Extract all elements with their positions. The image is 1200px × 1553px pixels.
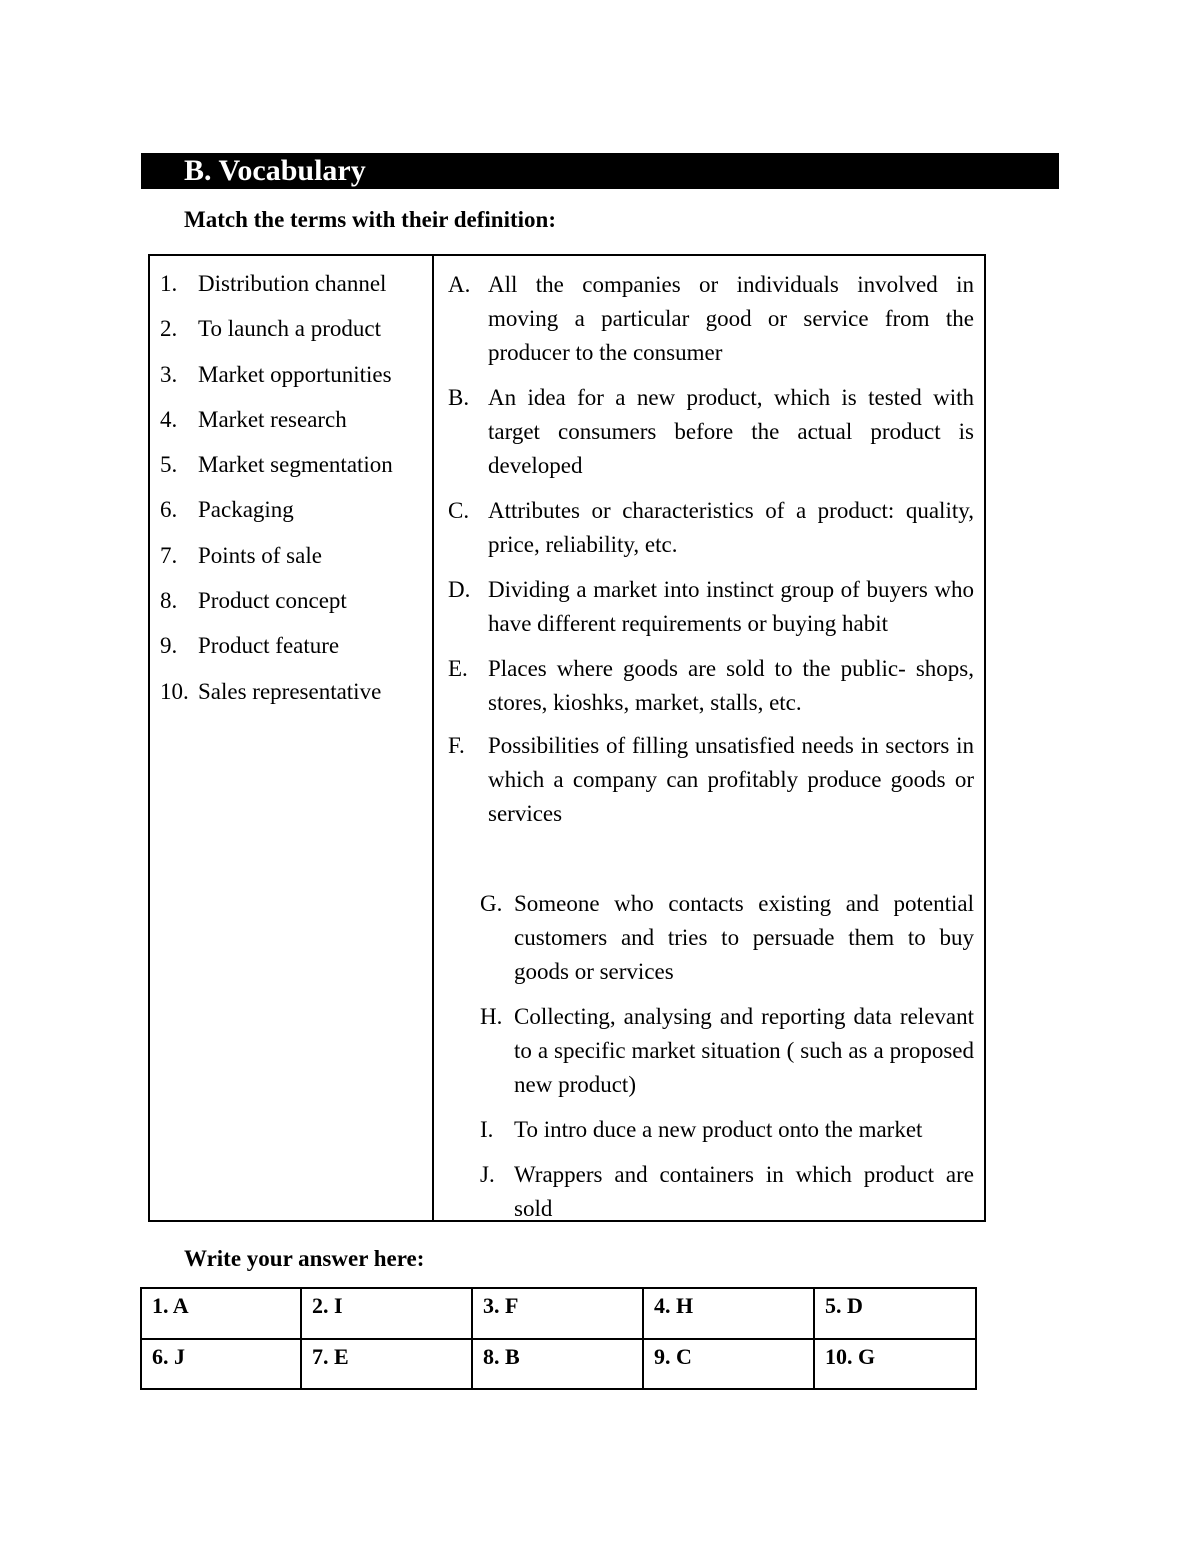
definition-text: Wrappers and containers in which product are sold — [514, 1162, 974, 1221]
term-item — [160, 406, 432, 451]
term-number: 2. — [160, 316, 178, 342]
definition-item — [480, 887, 974, 989]
term-number: 9. — [160, 633, 178, 659]
answer-cell: 9. C — [643, 1339, 814, 1390]
answer-cell: 4. H — [643, 1288, 814, 1339]
answer-cell: 8. B — [472, 1339, 643, 1390]
table-row — [141, 1288, 976, 1339]
term-text: Sales representative — [198, 678, 382, 704]
definition-item — [480, 1000, 974, 1102]
term-number: 8. — [160, 588, 178, 614]
definition-letter: E. — [448, 656, 468, 681]
definition-letter: J. — [480, 1162, 495, 1187]
definitions-column — [434, 256, 984, 1220]
definition-text: An idea for a new product, which is tested with target consumers before the actual product is developed — [488, 385, 974, 478]
definition-item — [448, 729, 974, 831]
answer-cell: 2. I — [301, 1288, 472, 1339]
definition-text: To intro duce a new product onto the market — [514, 1117, 923, 1142]
definition-letter: I. — [480, 1117, 494, 1142]
answer-cell: 3. F — [472, 1288, 643, 1339]
definition-letter: B. — [448, 385, 470, 410]
definition-letter: D. — [448, 577, 471, 602]
definition-letter: H. — [480, 1004, 503, 1029]
term-text: Distribution channel — [198, 271, 387, 296]
term-number: 1. — [160, 271, 178, 296]
term-number: 3. — [160, 361, 178, 387]
answer-cell: 6. J — [141, 1339, 301, 1390]
definition-letter: F. — [448, 733, 465, 758]
definition-item — [448, 652, 974, 720]
section-title: B. Vocabulary — [141, 153, 1059, 189]
term-item — [160, 361, 432, 406]
term-text: Market segmentation — [198, 452, 393, 478]
definition-letter: C. — [448, 498, 470, 523]
term-item — [160, 587, 432, 632]
term-number: 10. — [160, 678, 189, 704]
terms-column — [150, 256, 434, 1220]
definition-item — [448, 573, 974, 641]
term-item — [160, 678, 432, 723]
term-item — [160, 270, 432, 315]
answer-cell: 5. D — [814, 1288, 976, 1339]
term-number: 4. — [160, 406, 178, 432]
answer-cell: 10. G — [814, 1339, 976, 1390]
definition-text: Collecting, analysing and reporting data relevant to a specific market situation ( such as a proposed new product) — [514, 1004, 974, 1097]
definition-item — [448, 268, 974, 370]
term-number: 7. — [160, 542, 178, 568]
answer-label: Write your answer here: — [184, 1246, 425, 1271]
term-number: 5. — [160, 452, 178, 478]
definition-text: All the companies or individuals involved in moving a particular good or service from the producer to the consumer — [488, 272, 974, 365]
definition-letter: G. — [480, 891, 503, 916]
term-text: Market research — [198, 406, 347, 432]
term-text: Product feature — [198, 633, 340, 659]
matching-table — [148, 254, 986, 1222]
definition-text: Possibilities of filling unsatisfied needs in sectors in which a company can profitably produce goods or services — [488, 733, 974, 826]
answer-table — [140, 1287, 977, 1390]
term-text: To launch a product — [198, 316, 381, 342]
term-item — [160, 315, 432, 360]
term-item — [160, 542, 432, 587]
definition-item — [480, 1158, 974, 1226]
term-number: 6. — [160, 497, 178, 523]
definition-text: Places where goods are sold to the public- shops, stores, kioshks, market, stalls, etc. — [488, 656, 974, 715]
term-text: Product concept — [198, 588, 347, 614]
term-text: Packaging — [198, 497, 294, 523]
definition-text: Dividing a market into instinct group of buyers who have different requirements or buying habit — [488, 577, 974, 636]
definition-text: Attributes or characteristics of a product: quality, price, reliability, etc. — [488, 498, 974, 557]
definition-item — [480, 1113, 974, 1147]
answer-cell: 1. A — [141, 1288, 301, 1339]
answer-cell: 7. E — [301, 1339, 472, 1390]
term-item — [160, 451, 432, 496]
term-text: Points of sale — [198, 542, 322, 568]
table-row — [141, 1339, 976, 1390]
term-item — [160, 632, 432, 677]
definition-letter: A. — [448, 272, 471, 297]
definition-item — [448, 494, 974, 562]
definition-text: Someone who contacts existing and potential customers and tries to persuade them to buy goods or services — [514, 891, 974, 984]
term-text: Market opportunities — [198, 361, 392, 387]
definition-item — [448, 381, 974, 483]
term-item — [160, 496, 432, 541]
instruction: Match the terms with their definition: — [184, 207, 556, 232]
